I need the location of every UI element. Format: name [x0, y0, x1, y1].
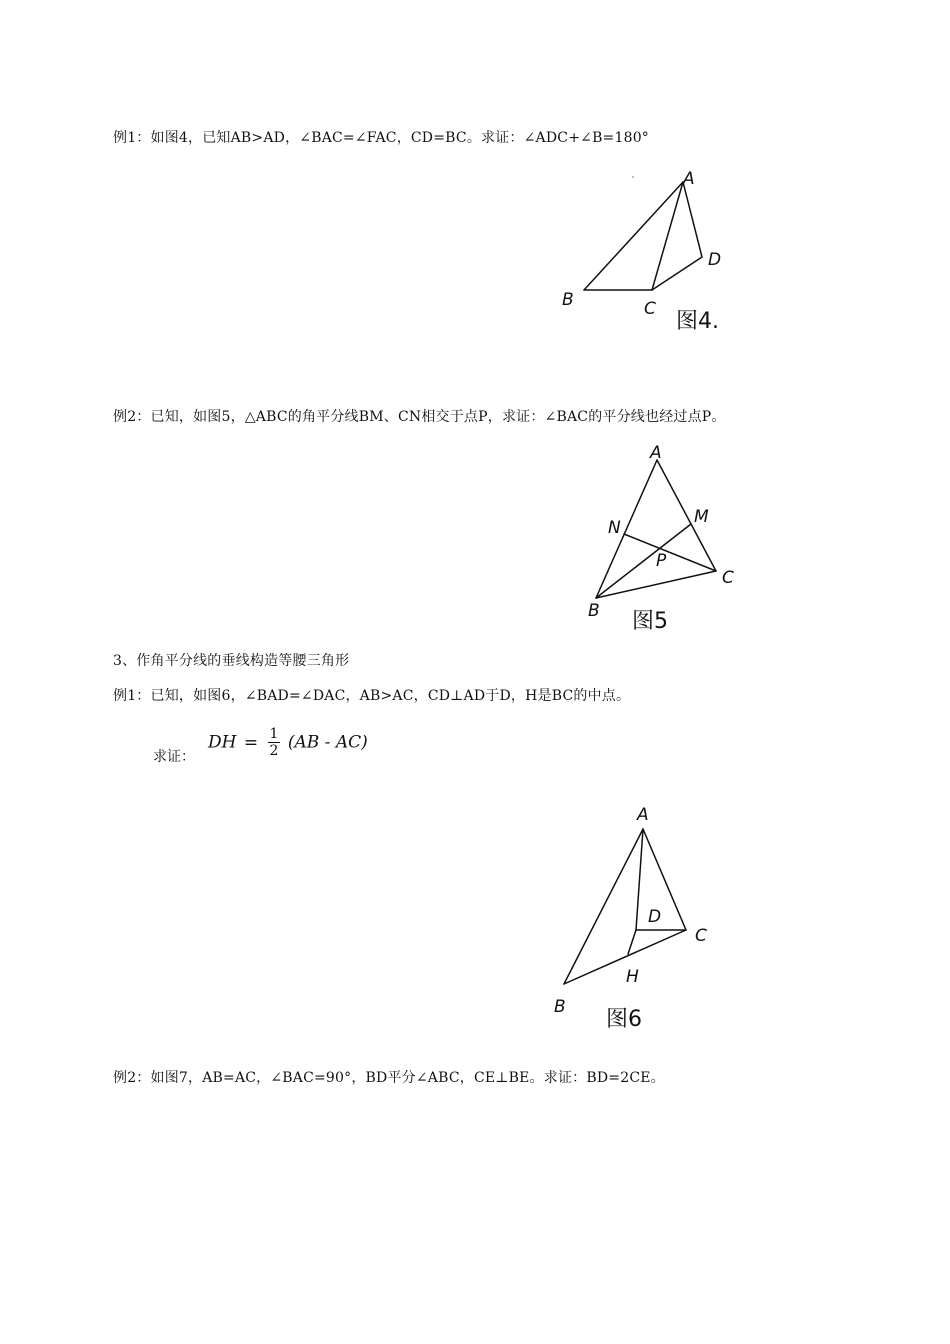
- figure-5-diagram: [570, 438, 770, 638]
- segment-ab: [564, 829, 643, 984]
- figure-6-diagram: [540, 796, 740, 1036]
- label-c: C: [722, 568, 734, 588]
- formula-rhs: (AB - AC): [287, 732, 368, 753]
- label-b: B: [588, 601, 600, 621]
- figure-4-caption: 图4.: [676, 309, 719, 334]
- segment-ad: [636, 829, 643, 930]
- label-n: N: [608, 518, 621, 538]
- label-b: B: [562, 290, 574, 310]
- formula-lhs: DH: [208, 732, 237, 753]
- figure-5: [570, 438, 770, 642]
- figure-4-diagram: [540, 160, 760, 350]
- label-p: P: [656, 551, 667, 571]
- figure-5-caption: 图5: [632, 609, 668, 634]
- example-1-fig4-text: 例1：如图4，已知AB>AD，∠BAC=∠FAC，CD=BC。求证：∠ADC+∠B=180°: [113, 130, 650, 146]
- label-b: B: [554, 997, 566, 1017]
- segment-bc: [564, 930, 686, 984]
- example-1-fig6-text: 例1：已知，如图6，∠BAD=∠DAC，AB>AC，CD⊥AD于D，H是BC的中点。: [113, 688, 631, 704]
- label-h: H: [626, 967, 639, 987]
- example-2-fig7-text: 例2：如图7，AB=AC，∠BAC=90°，BD平分∠ABC，CE⊥BE。求证：BD=2CE。: [113, 1070, 665, 1086]
- label-a: A: [683, 169, 695, 189]
- formula-equals: =: [243, 732, 259, 753]
- label-d: D: [648, 907, 662, 927]
- segment-ad: [683, 182, 702, 257]
- figure-6: [540, 796, 740, 1040]
- label-a: A: [637, 805, 649, 825]
- label-a: A: [650, 443, 662, 463]
- formula-math: [208, 726, 368, 759]
- segment-dh: [628, 930, 636, 954]
- label-c: C: [644, 299, 656, 319]
- section-3-heading: 3、作角平分线的垂线构造等腰三角形: [113, 653, 350, 669]
- segment-ab: [596, 460, 657, 598]
- label-m: M: [694, 507, 709, 527]
- formula-lead: 求证：: [153, 749, 195, 765]
- label-c: C: [695, 926, 707, 946]
- formula-numerator: 1: [269, 726, 279, 742]
- figure-4: [540, 160, 760, 354]
- example-2-fig5-text: 例2：已知，如图5，△ABC的角平分线BM、CN相交于点P，求证：∠BAC的平分线也经过点P。: [113, 409, 726, 425]
- figure-6-caption: 图6: [606, 1007, 642, 1032]
- formula-denominator: 2: [269, 743, 279, 759]
- label-d: D: [708, 250, 722, 270]
- formula-fraction: [268, 726, 281, 759]
